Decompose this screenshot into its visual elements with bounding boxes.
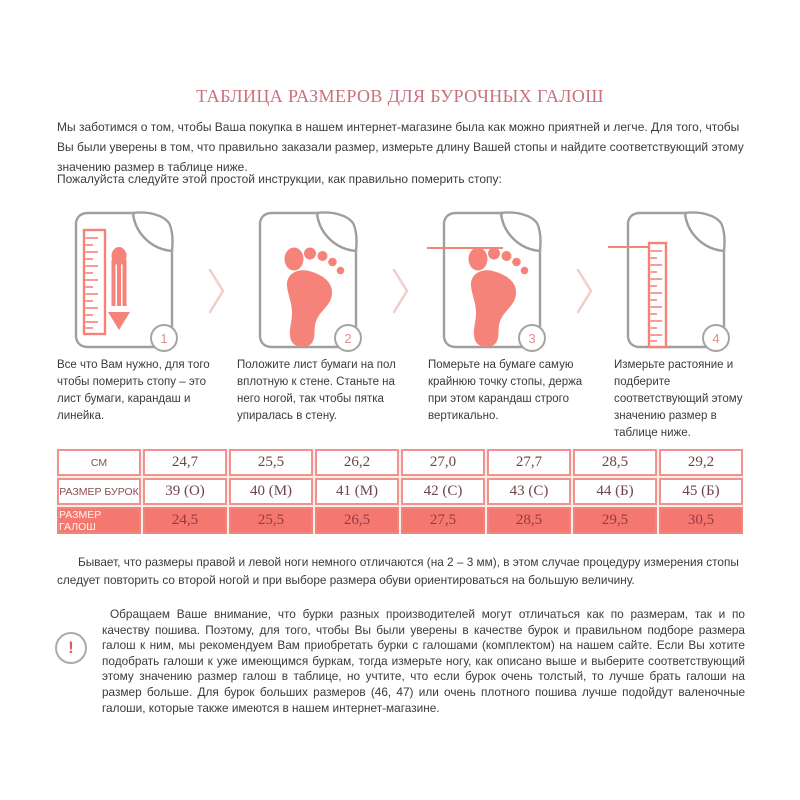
table-cell: 26,2	[315, 449, 399, 476]
step-4	[625, 210, 729, 350]
measurement-steps-row	[0, 210, 800, 350]
step-4-caption: Измерьте растояние и подберите соответствующий этому значению размер в таблице ниже.	[614, 359, 743, 439]
intro-paragraph: Мы заботимся о том, чтобы Ваша покупка в нашем интернет-магазине была как можно приятней и легче. Для того, чтобы Вы были уверены в том, что правильно заказали размер, измерьте длину Вашей стопы и найдите соответствующий этому значению размер в таблице ниже.	[57, 120, 744, 174]
table-cell: 28,5	[573, 449, 657, 476]
table-cell: 43 (С)	[487, 478, 571, 505]
step-number-badge: 1	[150, 324, 178, 352]
note-both-feet: Бывает, что размеры правой и левой ноги немного отличаются (на 2 – 3 мм), в этом случае процедуру измерения стопы следует повторить со второй ногой и при выборе размера обуви ориентироваться на большую величину.	[57, 555, 739, 587]
table-cell: 26,5	[315, 507, 399, 534]
step-3-caption: Померьте на бумаге самую крайнюю точку стопы, держа при этом карандаш строго вертикально.	[428, 359, 583, 422]
table-cell: 41 (М)	[315, 478, 399, 505]
table-cell: 30,5	[659, 507, 743, 534]
chevron-right-icon	[392, 268, 410, 314]
table-row-label-burki-size: РАЗМЕР БУРОК	[57, 478, 141, 505]
chevron-right-icon	[576, 268, 594, 314]
instruction-lead: Пожалуйста следуйте этой простой инструкции, как правильно померить стопу:	[57, 172, 502, 186]
table-cell: 25,5	[229, 449, 313, 476]
table-cell: 27,5	[401, 507, 485, 534]
table-cell: 42 (С)	[401, 478, 485, 505]
step-1	[73, 210, 177, 350]
table-cell: 25,5	[229, 507, 313, 534]
table-cell: 24,7	[143, 449, 227, 476]
table-cell: 45 (Б)	[659, 478, 743, 505]
table-cell: 27,7	[487, 449, 571, 476]
table-row-label-galoshes-size: РАЗМЕР ГАЛОШ	[57, 507, 141, 534]
note-manufacturers-warning: Обращаем Ваше внимание, что бурки разных производителей могут отличаться как по размерам, так и по качеству пошива. Поэтому, для того, чтобы Вы были уверены в качестве бурок и правильном подборе размера галош к ним, мы рекомендуем Вам приобретать бурки с галошами (комплектом) на нашем сайте. Если Вы хотите подобрать галоши к уже имеющимся буркам, тогда измерьте ногу, как описано выше и выберите соответствующий этому значению размер галош в таблице, но учтите, что если бурок очень толстый, то лучше брать галоши на размер больше. Для бурок больших размеров (46, 47) или очень плотного пошива лучше подойдут валеночные галоши, которые также имеются в нашем интернет-магазине.	[102, 607, 745, 715]
table-cell: 44 (Б)	[573, 478, 657, 505]
chevron-right-icon	[208, 268, 226, 314]
table-cell: 27,0	[401, 449, 485, 476]
step-1-caption: Все что Вам нужно, для того чтобы померить стопу – это лист бумаги, карандаш и линейка.	[57, 359, 210, 422]
step-2	[257, 210, 361, 350]
step-number-badge: 4	[702, 324, 730, 352]
table-cell: 29,5	[573, 507, 657, 534]
table-cell: 39 (О)	[143, 478, 227, 505]
step-number-badge: 3	[518, 324, 546, 352]
step-3	[441, 210, 545, 350]
table-cell: 24,5	[143, 507, 227, 534]
table-cell: 40 (М)	[229, 478, 313, 505]
exclamation-icon: !	[55, 632, 87, 664]
step-2-caption: Положите лист бумаги на пол вплотную к стене. Станьте на него ногой, так чтобы пятка упиралась в стену.	[237, 359, 396, 422]
size-table	[57, 449, 743, 534]
table-cell: 29,2	[659, 449, 743, 476]
table-row-label-cm: СМ	[57, 449, 141, 476]
page-title: ТАБЛИЦА РАЗМЕРОВ ДЛЯ БУРОЧНЫХ ГАЛОШ	[196, 86, 604, 106]
step-number-badge: 2	[334, 324, 362, 352]
table-cell: 28,5	[487, 507, 571, 534]
